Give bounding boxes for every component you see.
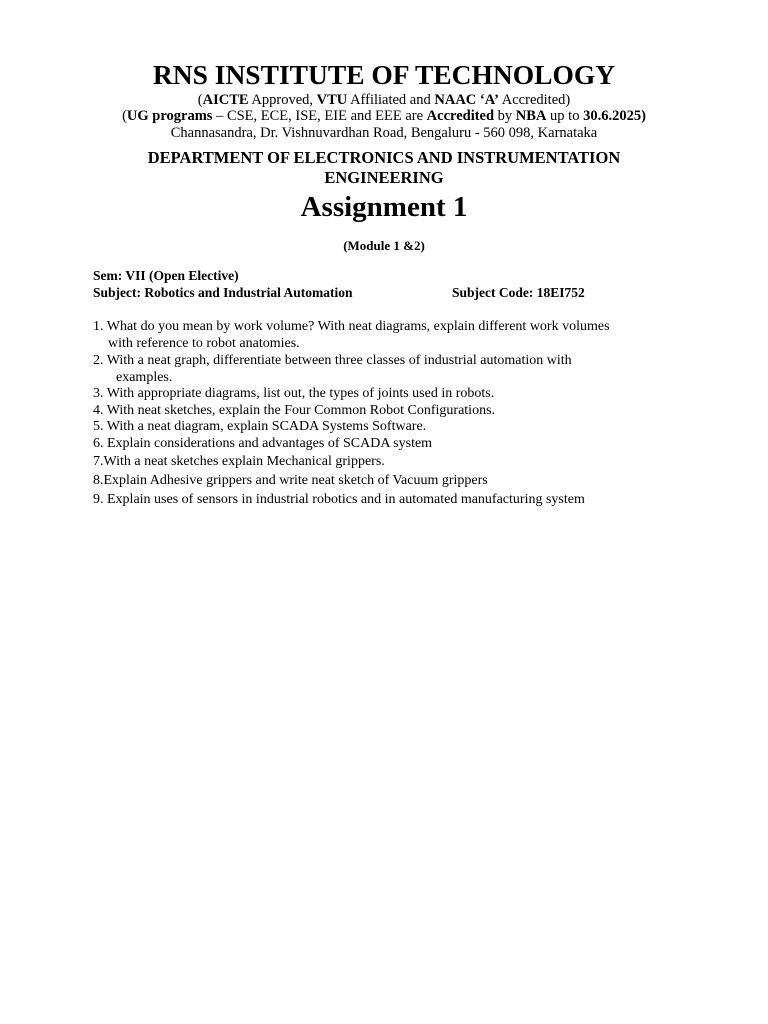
institute-name: RNS INSTITUTE OF TECHNOLOGY	[152, 59, 616, 90]
accreditation-text: Affiliated and	[347, 92, 435, 108]
subject-label: Subject: Robotics and Industrial Automation	[93, 285, 353, 300]
question-9: 9. Explain uses of sensors in industrial robotics and in automated manufacturing system	[93, 492, 585, 507]
subject-code-label: Subject Code: 18EI752	[452, 285, 585, 300]
semester-label: Sem: VII (Open Elective)	[93, 268, 239, 283]
question-1-continued: with reference to robot anatomies.	[108, 336, 300, 351]
question-2: 2. With a neat graph, differentiate between three classes of industrial automation with	[93, 353, 572, 368]
module-label: (Module 1 &2)	[343, 238, 425, 253]
nba-text: by	[494, 108, 516, 124]
vtu-label: VTU	[316, 92, 348, 108]
question-4: 4. With neat sketches, explain the Four Common Robot Configurations.	[93, 403, 496, 418]
ug-programs-label: UG programs	[126, 108, 213, 124]
question-3: 3. With appropriate diagrams, list out, the types of joints used in robots.	[93, 386, 495, 401]
accreditation-text: Accredited)	[498, 92, 571, 108]
accredited-label: Accredited	[426, 108, 495, 124]
question-8: 8.Explain Adhesive grippers and write neat sketch of Vacuum grippers	[93, 473, 488, 488]
nba-text: – CSE, ECE, ISE, EIE and EEE are	[212, 108, 427, 124]
question-7: 7.With a neat sketches explain Mechanical grippers.	[93, 454, 385, 469]
department-name-line2: ENGINEERING	[324, 168, 444, 187]
question-6: 6. Explain considerations and advantages of SCADA system	[93, 436, 433, 451]
question-1: 1. What do you mean by work volume? With neat diagrams, explain different work volumes	[93, 319, 610, 334]
question-5: 5. With a neat diagram, explain SCADA Systems Software.	[93, 419, 427, 434]
nba-accreditation-line	[0, 107, 768, 125]
department-name-line1: DEPARTMENT OF ELECTRONICS AND INSTRUMENTATION	[147, 148, 621, 167]
assignment-title: Assignment 1	[300, 191, 468, 223]
aicte-label: AICTE	[202, 92, 249, 108]
question-2-continued: examples.	[116, 370, 173, 385]
accreditation-text: Approved,	[248, 92, 317, 108]
nba-label: NBA	[515, 108, 547, 124]
nba-date: 30.6.2025)	[583, 108, 646, 124]
accreditation-text: (	[197, 92, 203, 108]
institute-address: Channasandra, Dr. Vishnuvardhan Road, Bengaluru - 560 098, Karnataka	[170, 125, 598, 141]
nba-text: up to	[546, 108, 584, 124]
naac-label: NAAC ‘A’	[434, 92, 499, 108]
nba-text: (	[122, 108, 127, 124]
